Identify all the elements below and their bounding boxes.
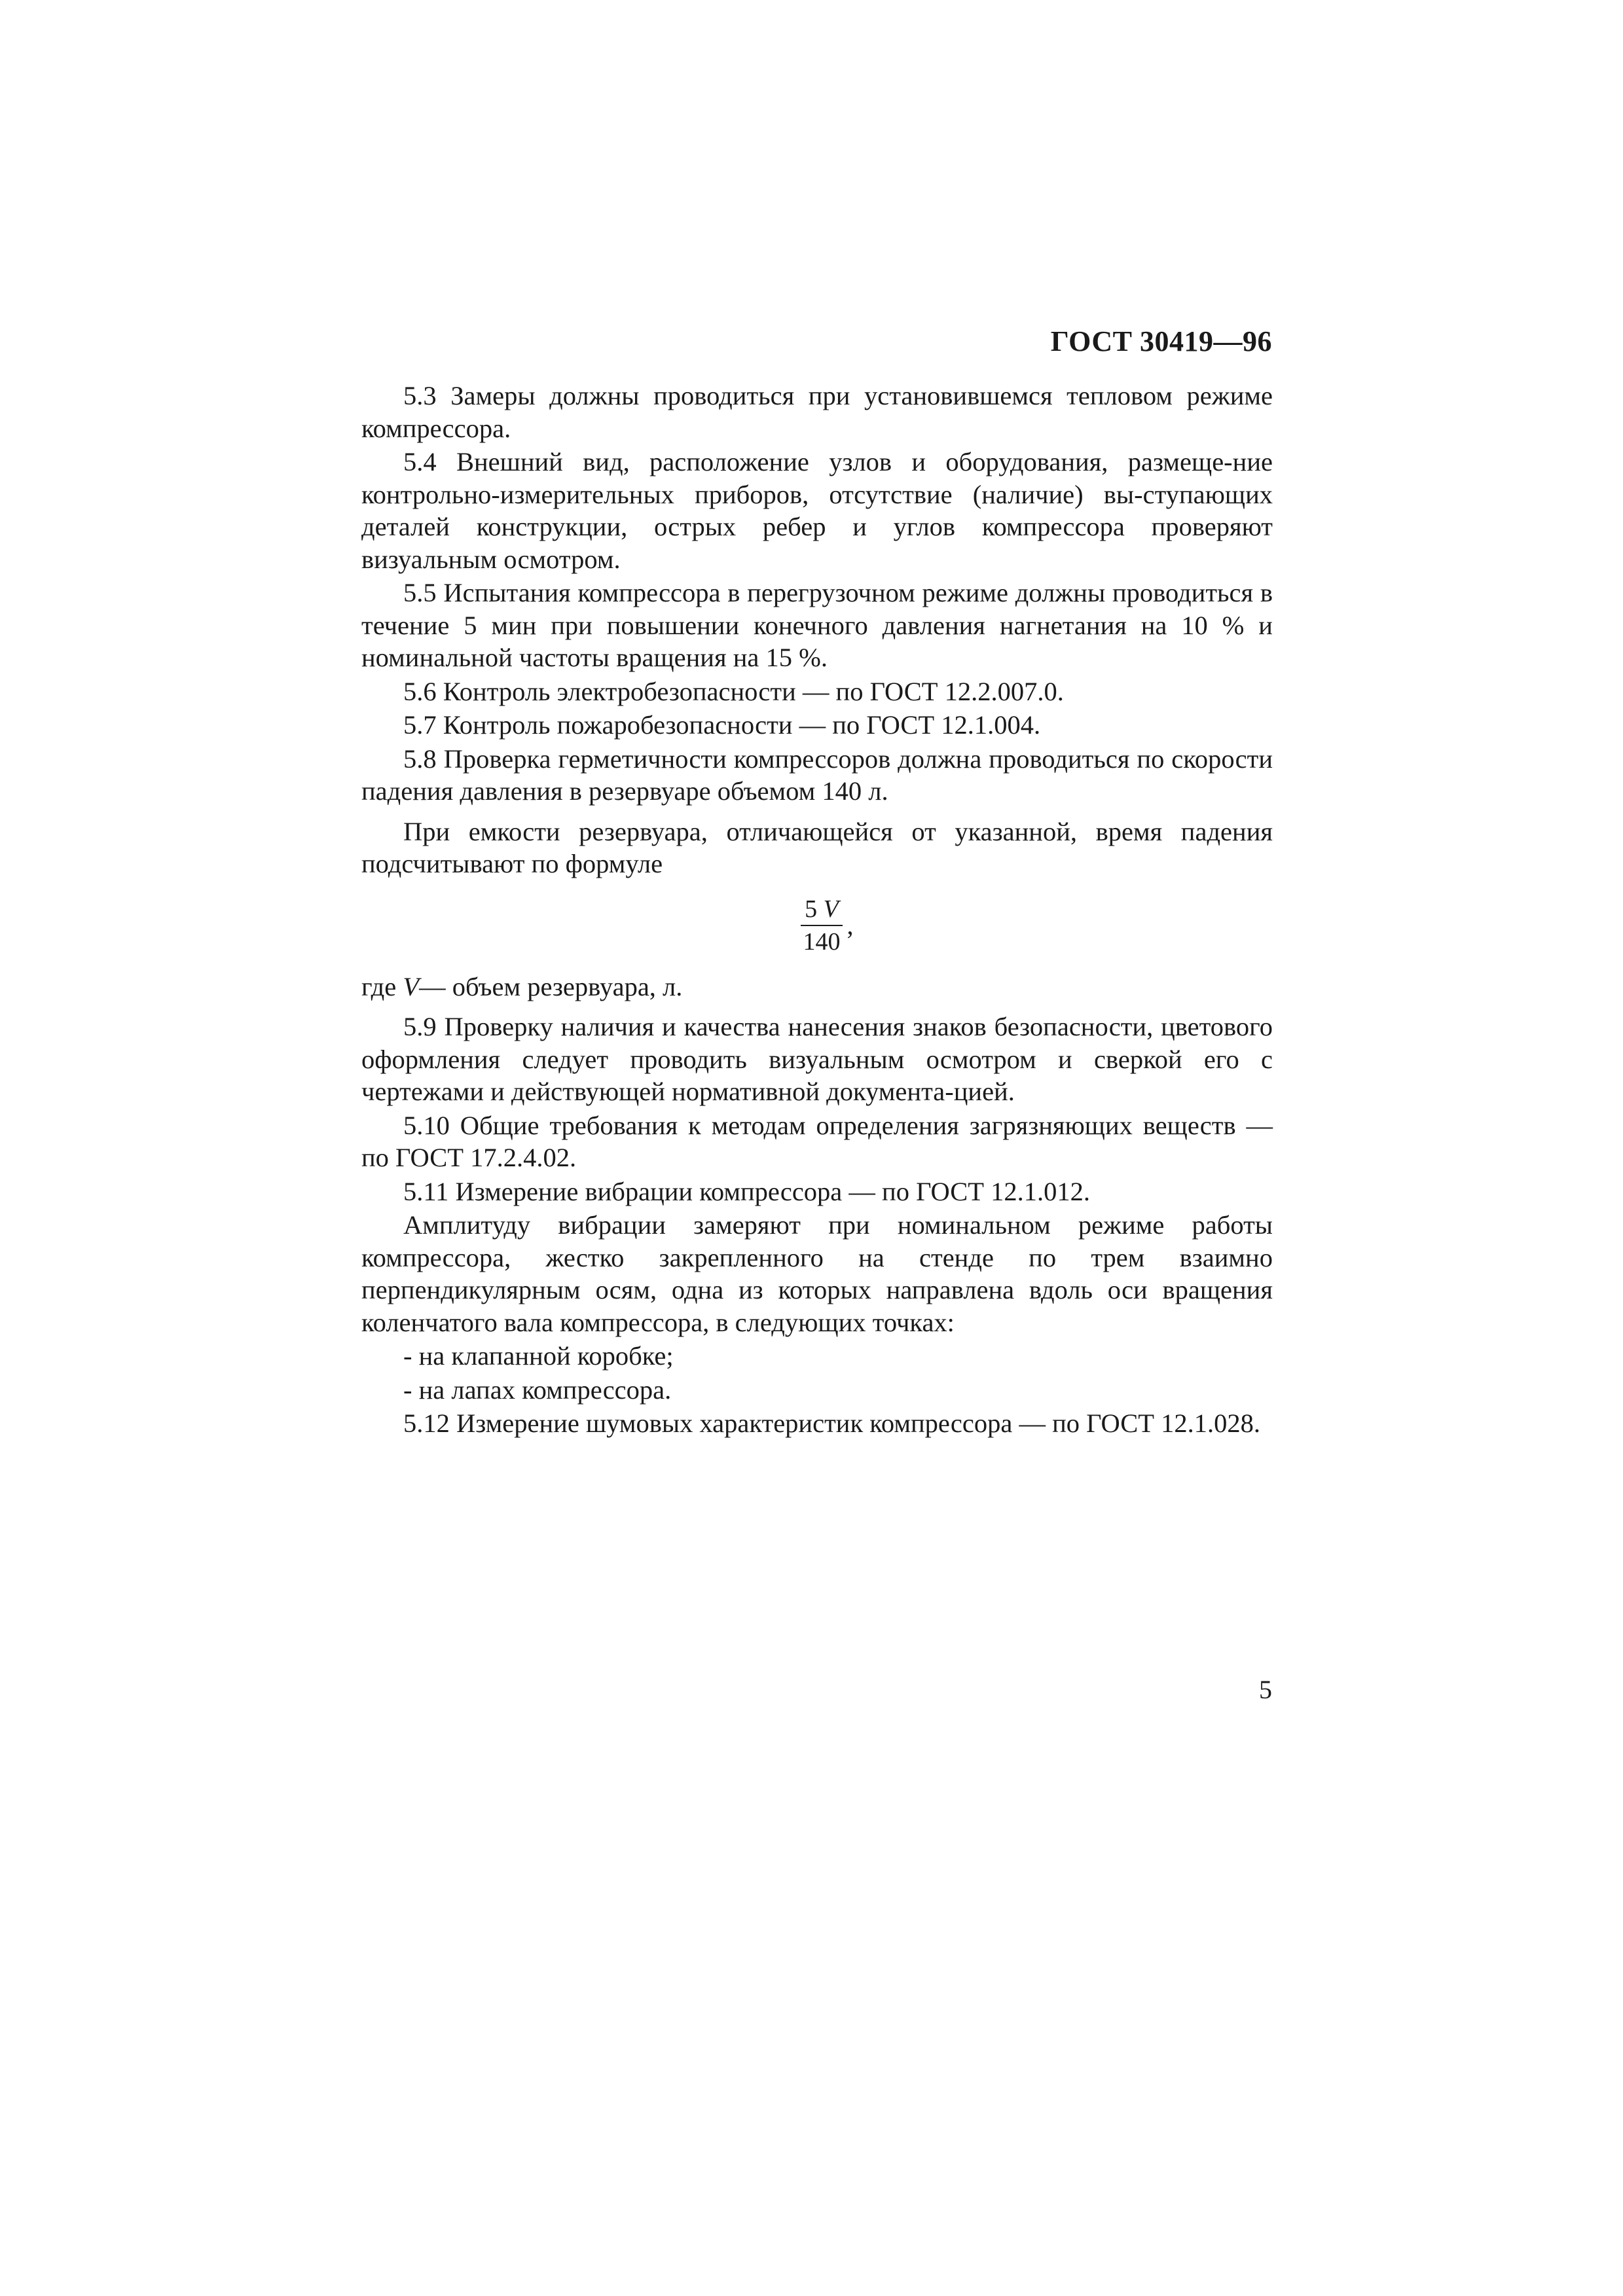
formula-comma: , xyxy=(847,910,854,940)
paragraph-5-8-formula-intro: При емкости резервуара, отличающейся от указанной, время падения подсчитывают по формуле xyxy=(361,816,1273,878)
paragraph-5-7: 5.7 Контроль пожаробезопасности — по ГОСТ 12.1.004. xyxy=(403,710,1041,740)
document-header: ГОСТ 30419—96 xyxy=(1050,325,1272,357)
list-item: - на клапанной коробке; xyxy=(403,1341,674,1371)
formula-fraction xyxy=(799,895,845,956)
document-body xyxy=(361,380,1273,1441)
paragraph-5-4: 5.4 Внешний вид, расположение узлов и оборудования, размеще-ние контрольно-измерительных приборов, отсутствие (наличие) вы-ступающих деталей конструкции, острых ребер и углов компрессора проверяют визуальным осмотром. xyxy=(361,447,1273,574)
paragraph-5-9: 5.9 Проверку наличия и качества нанесения знаков безопасности, цветового оформления следует проводить визуальным осмотром и сверкой его с чертежами и действующей нормативной документа-цией. xyxy=(361,1012,1273,1106)
legend-variable: V xyxy=(403,971,420,1001)
formula-numerator xyxy=(801,895,843,926)
volume-formula xyxy=(361,895,1273,956)
legend-description: — объем резервуара, л. xyxy=(419,971,683,1001)
formula-numerator-number: 5 xyxy=(805,895,818,923)
formula-numerator-variable: V xyxy=(823,895,839,923)
page-number: 5 xyxy=(1259,1675,1272,1704)
legend-prefix: где xyxy=(361,971,403,1001)
paragraph-5-8: 5.8 Проверка герметичности компрессоров должна проводиться по скорости падения давления в резервуаре объемом 140 л. xyxy=(361,744,1273,806)
formula-legend xyxy=(361,971,1273,1003)
paragraph-5-5: 5.5 Испытания компрессора в перегрузочном режиме должны проводиться в течение 5 мин при повышении конечного давления нагнетания на 10 % и номинальной частоты вращения на 15 %. xyxy=(361,578,1273,672)
paragraph-5-12: 5.12 Измерение шумовых характеристик компрессора — по ГОСТ 12.1.028. xyxy=(403,1408,1261,1438)
paragraph-5-6: 5.6 Контроль электробезопасности — по ГОСТ 12.2.007.0. xyxy=(403,676,1064,706)
paragraph-5-10: 5.10 Общие требования к методам определения загрязняющих веществ — по ГОСТ 17.2.4.02. xyxy=(361,1110,1273,1172)
paragraph-5-11-detail: Амплитуду вибрации замеряют при номинальном режиме работы компрессора, жестко закрепленного на стенде по трем взаимно перпендикулярным осям, одна из которых направлена вдоль оси вращения коленчатого вала компрессора, в следующих точках: xyxy=(361,1210,1273,1337)
paragraph-5-11: 5.11 Измерение вибрации компрессора — по ГОСТ 12.1.012. xyxy=(403,1176,1090,1206)
formula-denominator: 140 xyxy=(803,927,841,956)
list-item: - на лапах компрессора. xyxy=(403,1374,672,1405)
paragraph-5-3: 5.3 Замеры должны проводиться при установившемся тепловом режиме компрессора. xyxy=(361,381,1273,443)
